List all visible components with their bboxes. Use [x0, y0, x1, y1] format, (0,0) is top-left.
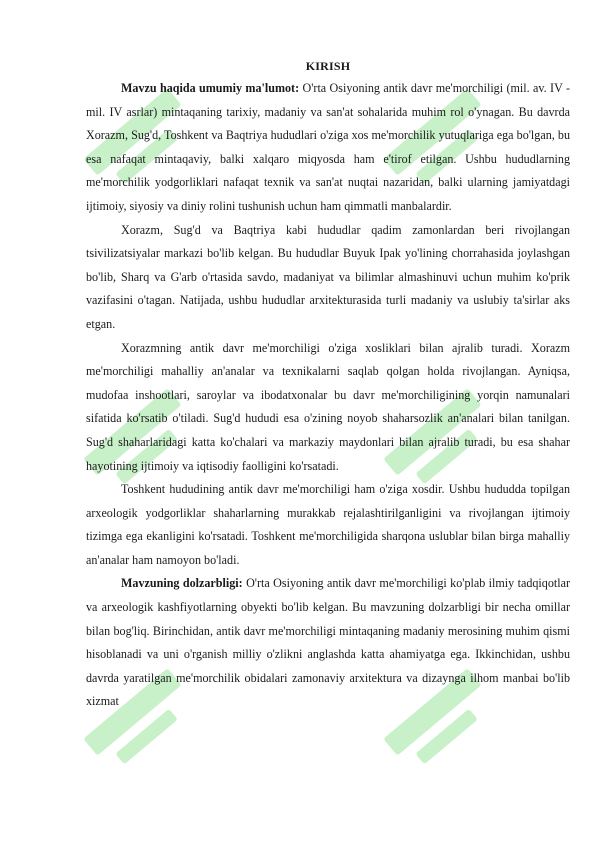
paragraph-lead: Mavzuning dolzarbligi: [121, 576, 243, 591]
paragraph-regions [86, 219, 570, 337]
page-title: KIRISH [305, 59, 351, 73]
paragraph-lead: Mavzu haqida umumiy ma'lumot: [121, 81, 300, 95]
paragraph-toshkent [86, 478, 570, 572]
paragraph-xorazm [86, 337, 570, 479]
paragraph-text: Xorazm, Sug'd va Baqtriya kabi hududlar qadim zamonlardan beri rivojlangan tsivilizatsiyalar markazi bo'lib kelgan. Bu hududlar Buyuk Ipak yo'lining chorrahasida joylashgan bo'lib, Sharq va G'arb o'rtasida savdo, madaniyat va bilimlar almashinuvi uchun muhim ko'prik vazifasini o'tagan. Natijada, ushbu hududlar arxitekturasida turli madaniy va uslubiy ta'sirlar aks etgan. [86, 222, 570, 331]
paragraph-text: Toshkent hududining antik davr me'morchiligi ham o'ziga xosdir. Ushbu hududda topilgan arxeologik yodgorliklar shaharlarning murakkab rejalashtirilganligini va rivojlangan ijtimoiy tizimga ega ekanligini ko'rsatadi. Toshkent me'morchiligida sharqona uslublar bilan birga mahalliy an'analar ham namoyon bo'ladi. [86, 482, 570, 567]
paragraph-relevance [86, 572, 570, 714]
paragraph-text: O'rta Osiyoning antik davr me'morchiligi (mil. av. IV - mil. IV asrlar) mintaqaning tarixiy, madaniy va san'at sohalarida muhim rol o'ynagan. Bu davrda Xorazm, Sug'd, Toshkent va Baqtriya hududlari o'ziga xos me'morchilik yutuqlariga ega bo'lgan, bu esa nafaqat mintaqaviy, balki xalqaro miqyosda ham e'tirof etilgan. Ushbu hududlarning me'morchilik yodgorliklari nafaqat texnik va san'at nuqtai nazaridan, balki ularning jamiyatdagi ijtimoiy, siyosiy va diniy rolini tushunish uchun ham qimmatli manbalardir. [86, 81, 570, 213]
paragraph-text: O'rta Osiyoning antik davr me'morchiligi ko'plab ilmiy tadqiqotlar va arxeologik kashfiyotlarning obyekti bo'lib kelgan. Bu mavzuning dolzarbligi bir necha omillar bilan bog'liq. Birinchidan, antik davr me'morchiligi mintaqaning madaniy merosining muhim qismi hisoblanadi va uni o'rganish milliy o'zlikni anglashda katta ahamiyatga ega. Ikkinchidan, ushbu davrda yaratilgan me'morchilik obidalari zamonaviy arxitektura va dizaynga ilhom manbai bo'lib xizmat [86, 576, 571, 709]
paragraph-text: Xorazmning antik davr me'morchiligi o'ziga xosliklari bilan ajralib turadi. Xorazm me'morchiligi mahalliy an'analar va texnikalarni saqlab qolgan holda rivojlangan. Ayniqsa, mudofaa inshootlari, saroylar va ibodatxonalar bu davr me'morchiligining yorqin namunalari sifatida ko'rsatib o'tiladi. Sug'd hududi esa o'zining noyob shaharsozlik an'analari bilan tanilgan. Sug'd shaharlaridagi katta ko'chalari va markaziy maydonlari bilan ajralib turadi, bu esa shahar hayotining ijtimoiy va iqtisodiy faolligini ko'rsatadi. [86, 340, 570, 473]
paragraph-intro [86, 77, 570, 219]
